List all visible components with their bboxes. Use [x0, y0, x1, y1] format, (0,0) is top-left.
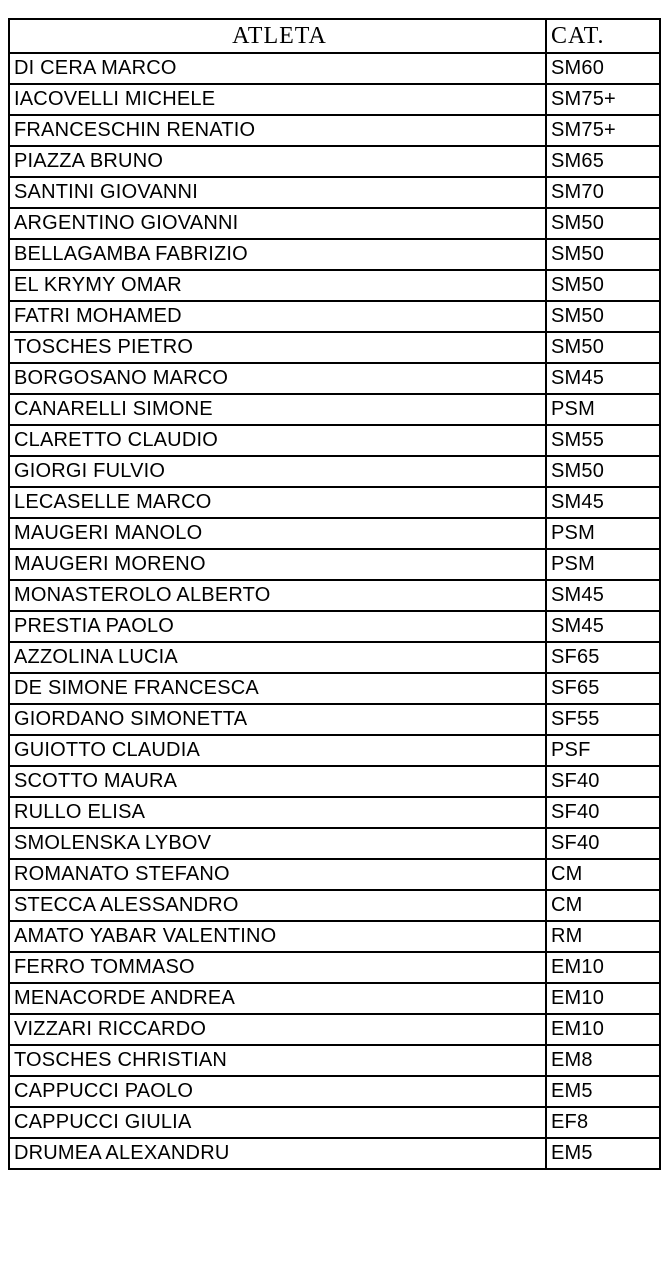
athlete-category: EM8 — [546, 1045, 660, 1076]
table-row — [9, 53, 660, 84]
athlete-category: RM — [546, 921, 660, 952]
athlete-name: CAPPUCCI PAOLO — [9, 1076, 546, 1107]
athlete-name: RULLO ELISA — [9, 797, 546, 828]
athlete-table — [8, 18, 661, 1170]
athlete-name: MENACORDE ANDREA — [9, 983, 546, 1014]
athlete-name: TOSCHES PIETRO — [9, 332, 546, 363]
table-row — [9, 487, 660, 518]
athlete-category: SM45 — [546, 363, 660, 394]
athlete-category: SM50 — [546, 239, 660, 270]
athlete-name: TOSCHES CHRISTIAN — [9, 1045, 546, 1076]
athlete-name: PRESTIA PAOLO — [9, 611, 546, 642]
athlete-name: BORGOSANO MARCO — [9, 363, 546, 394]
table-row — [9, 1138, 660, 1169]
athlete-category: SM50 — [546, 270, 660, 301]
table-row — [9, 797, 660, 828]
table-row — [9, 673, 660, 704]
athlete-name: GUIOTTO CLAUDIA — [9, 735, 546, 766]
athlete-category: SM65 — [546, 146, 660, 177]
table-row — [9, 952, 660, 983]
athlete-name: VIZZARI RICCARDO — [9, 1014, 546, 1045]
table-body — [9, 53, 660, 1169]
athlete-name: DI CERA MARCO — [9, 53, 546, 84]
table-row — [9, 270, 660, 301]
athlete-name: MAUGERI MANOLO — [9, 518, 546, 549]
athlete-category: EM5 — [546, 1076, 660, 1107]
athlete-name: FATRI MOHAMED — [9, 301, 546, 332]
table-row — [9, 983, 660, 1014]
athlete-category: EM5 — [546, 1138, 660, 1169]
table-row — [9, 115, 660, 146]
athlete-name: ROMANATO STEFANO — [9, 859, 546, 890]
athlete-category: EF8 — [546, 1107, 660, 1138]
athlete-category: PSF — [546, 735, 660, 766]
athlete-category: SM50 — [546, 301, 660, 332]
athlete-name: PIAZZA BRUNO — [9, 146, 546, 177]
athlete-category: SF40 — [546, 828, 660, 859]
athlete-category: PSM — [546, 549, 660, 580]
athlete-category: CM — [546, 890, 660, 921]
table-row — [9, 1107, 660, 1138]
athlete-category: EM10 — [546, 983, 660, 1014]
athlete-name: GIORGI FULVIO — [9, 456, 546, 487]
athlete-category: SF55 — [546, 704, 660, 735]
table-row — [9, 921, 660, 952]
athlete-name: CLARETTO CLAUDIO — [9, 425, 546, 456]
athlete-category: EM10 — [546, 1014, 660, 1045]
athlete-category: SM70 — [546, 177, 660, 208]
table-row — [9, 208, 660, 239]
table-row — [9, 301, 660, 332]
athlete-name: FERRO TOMMASO — [9, 952, 546, 983]
athlete-name: CANARELLI SIMONE — [9, 394, 546, 425]
athlete-name: AZZOLINA LUCIA — [9, 642, 546, 673]
athlete-category: PSM — [546, 394, 660, 425]
athlete-category: PSM — [546, 518, 660, 549]
athlete-name: LECASELLE MARCO — [9, 487, 546, 518]
athlete-category: EM10 — [546, 952, 660, 983]
table-row — [9, 766, 660, 797]
athlete-category: SM75+ — [546, 115, 660, 146]
athlete-name: SMOLENSKA LYBOV — [9, 828, 546, 859]
table-row — [9, 239, 660, 270]
header-athlete: ATLETA — [9, 19, 546, 53]
header-category: CAT. — [546, 19, 660, 53]
table-row — [9, 735, 660, 766]
table-row — [9, 828, 660, 859]
athlete-name: EL KRYMY OMAR — [9, 270, 546, 301]
table-row — [9, 518, 660, 549]
athlete-category: SM55 — [546, 425, 660, 456]
athlete-category: SF65 — [546, 673, 660, 704]
table-header-row — [9, 19, 660, 53]
athlete-name: BELLAGAMBA FABRIZIO — [9, 239, 546, 270]
table-row — [9, 394, 660, 425]
table-row — [9, 332, 660, 363]
athlete-category: SM75+ — [546, 84, 660, 115]
table-row — [9, 890, 660, 921]
table-row — [9, 456, 660, 487]
athlete-name: AMATO YABAR VALENTINO — [9, 921, 546, 952]
athlete-name: SCOTTO MAURA — [9, 766, 546, 797]
table-row — [9, 549, 660, 580]
athlete-name: DRUMEA ALEXANDRU — [9, 1138, 546, 1169]
athlete-category: SF40 — [546, 766, 660, 797]
athlete-category: SF65 — [546, 642, 660, 673]
table-row — [9, 642, 660, 673]
table-row — [9, 704, 660, 735]
athlete-category: SM50 — [546, 332, 660, 363]
table-row — [9, 1014, 660, 1045]
athlete-name: MONASTEROLO ALBERTO — [9, 580, 546, 611]
table-row — [9, 580, 660, 611]
table-row — [9, 177, 660, 208]
table-row — [9, 146, 660, 177]
table-row — [9, 1045, 660, 1076]
athlete-category: SM45 — [546, 611, 660, 642]
athlete-category: SF40 — [546, 797, 660, 828]
athlete-name: STECCA ALESSANDRO — [9, 890, 546, 921]
athlete-name: IACOVELLI MICHELE — [9, 84, 546, 115]
table-row — [9, 611, 660, 642]
athlete-category: SM45 — [546, 487, 660, 518]
athlete-name: FRANCESCHIN RENATIO — [9, 115, 546, 146]
athlete-category: SM50 — [546, 208, 660, 239]
athlete-category: SM50 — [546, 456, 660, 487]
athlete-category: SM60 — [546, 53, 660, 84]
athlete-category: SM45 — [546, 580, 660, 611]
athlete-name: CAPPUCCI GIULIA — [9, 1107, 546, 1138]
athlete-name: MAUGERI MORENO — [9, 549, 546, 580]
table-row — [9, 1076, 660, 1107]
athlete-name: DE SIMONE FRANCESCA — [9, 673, 546, 704]
athlete-category: CM — [546, 859, 660, 890]
athlete-name: GIORDANO SIMONETTA — [9, 704, 546, 735]
table-row — [9, 425, 660, 456]
athlete-name: SANTINI GIOVANNI — [9, 177, 546, 208]
table-row — [9, 859, 660, 890]
table-row — [9, 363, 660, 394]
athlete-name: ARGENTINO GIOVANNI — [9, 208, 546, 239]
table-row — [9, 84, 660, 115]
